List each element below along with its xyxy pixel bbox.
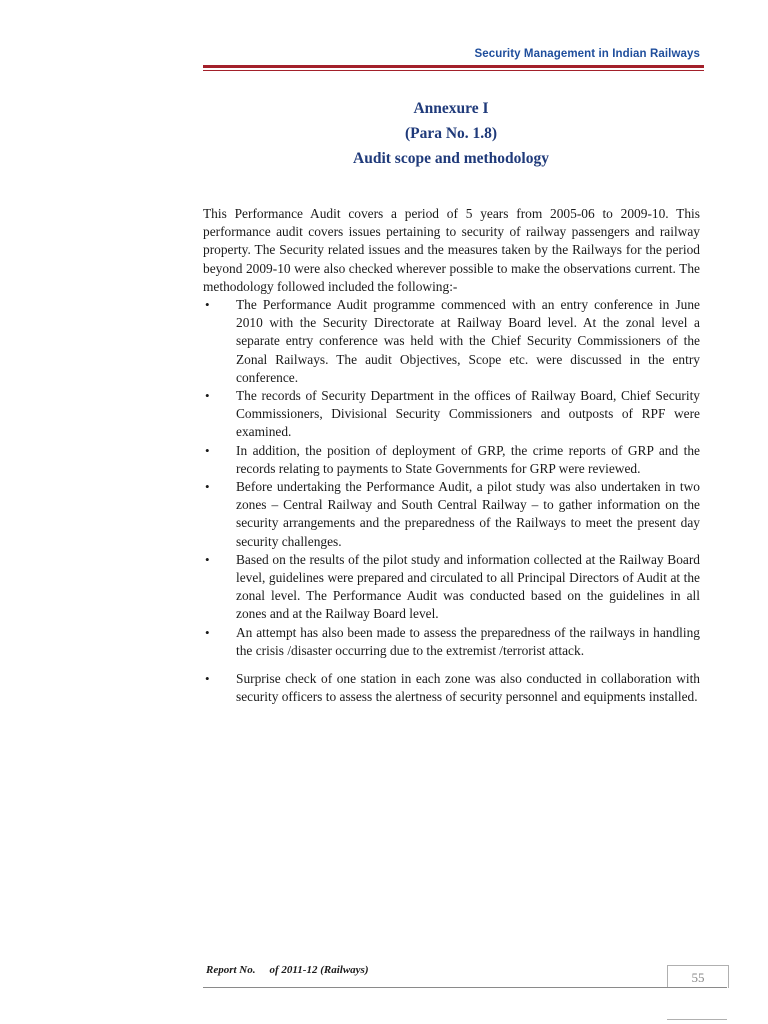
header-rule [203,65,704,68]
list-item-text: Based on the results of the pilot study and information collected at the Railway Board level, guidelines were prepared and circulated to all Principal Directors of Audit at the zonal level. The Performance Audit was conducted based on the guidelines in all zones and at the Railway Board level. [236,551,700,622]
bullet-icon: • [205,671,210,687]
list-item-text: An attempt has also been made to assess the preparedness of the railways in handling the crisis /disaster occurring due to the extremist /terrorist attack. [236,624,700,658]
list-item [203,551,700,624]
list-item [203,442,700,478]
running-header: Security Management in Indian Railways [474,48,700,60]
intro-paragraph: This Performance Audit covers a period of 5 years from 2005-06 to 2009-10. This performance audit covers issues pertaining to security of railway passengers and railway property. The Security related issues and the measures taken by the Railways for the period beyond 2009-10 were also checked wherever possible to make the observations current. The methodology followed included the following:- [203,206,700,294]
bullet-icon: • [205,624,210,640]
section-title: Audit scope and methodology [353,150,549,167]
list-item [203,296,700,387]
list-item [203,387,700,442]
list-item-text: In addition, the position of deployment of GRP, the crime reports of GRP and the records relating to payments to State Governments for GRP were reviewed. [236,442,700,476]
list-item [203,670,700,706]
bullet-icon: • [205,442,210,458]
annexure-title: Annexure I [413,100,489,117]
list-item [203,624,700,660]
bullet-icon: • [205,551,210,567]
page-number: 55 [667,965,729,988]
list-item-text: The Performance Audit programme commenced with an entry conference in June 2010 with the Security Directorate at Railway Board level. At the zonal level a separate entry conference was held with the Chief Security Commissioners of the Zonal Railways. The audit Objectives, Scope etc. were discussed in the entry conference. [236,297,700,385]
list-item [203,478,700,551]
bullet-icon: • [205,479,210,495]
title-block [200,96,702,171]
body-content [203,205,700,706]
list-item-text: Before undertaking the Performance Audit, a pilot study was also undertaken in two zones – Central Railway and South Central Railway – to gather information on the security arrangements and the preparedness of the Railways to meet the present day security challenges. [236,479,700,549]
report-suffix: of 2011-12 (Railways) [269,964,369,976]
list-item-text: The records of Security Department in the offices of Railway Board, Chief Security Commissioners, Divisional Security Commissioners and outposts of RPF were examined. [236,388,700,440]
bullet-icon: • [205,388,210,404]
page-box-bottom-edge [667,1019,727,1020]
header-rule-thin [203,70,704,71]
list-item-text: Surprise check of one station in each zone was also conducted in collaboration with security officers to assess the alertness of security personnel and equipments installed. [236,671,700,705]
report-prefix: Report No. [206,964,256,976]
footer-rule [203,987,727,988]
bullet-icon: • [205,297,210,313]
para-reference: (Para No. 1.8) [404,125,498,142]
footer-report-label [206,964,369,976]
methodology-list [203,296,700,706]
